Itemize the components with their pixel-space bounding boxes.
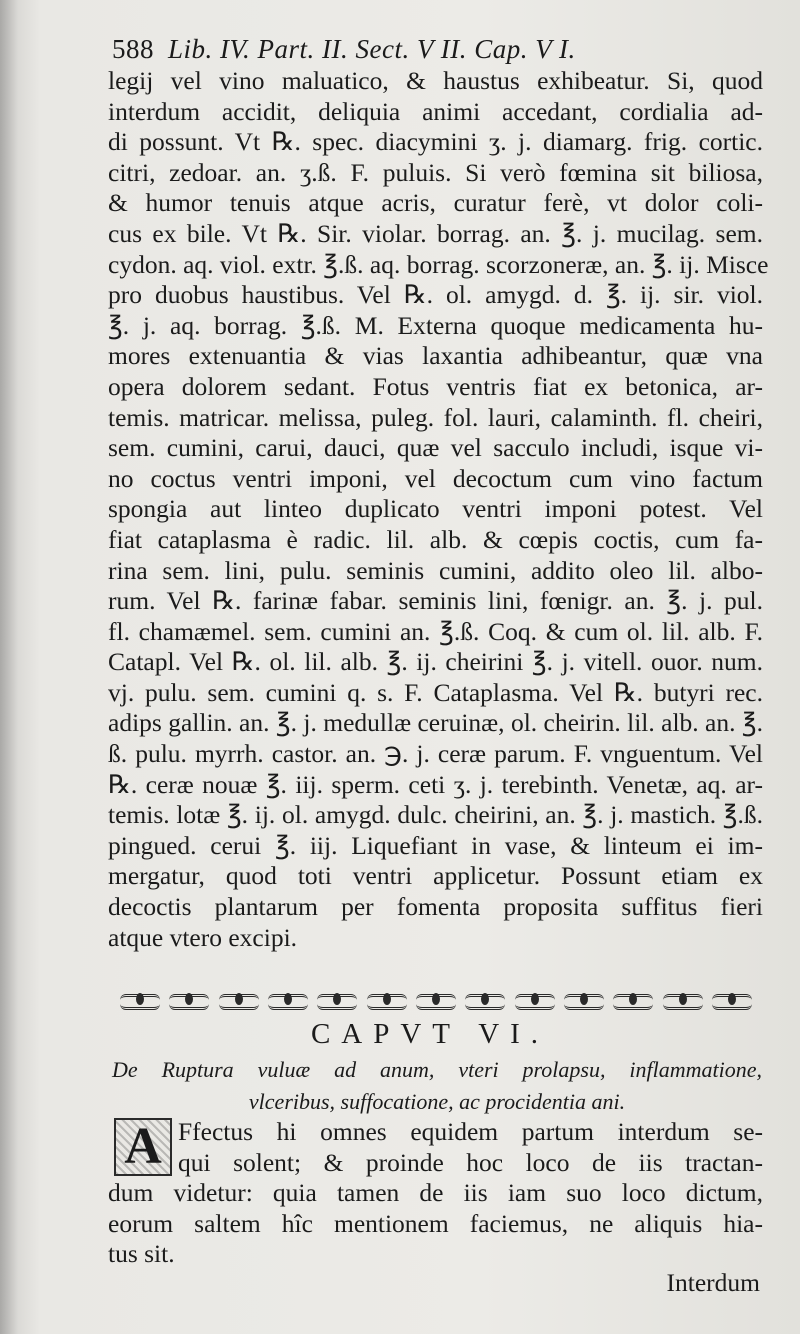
text-line: & humor tenuis atque acris, curatur ferè, vt dolor coli-: [108, 188, 763, 218]
fleuron-ornament-icon: [217, 990, 261, 1008]
text-line: temis. lotæ ℥. ij. ol. amygd. dulc. cheirini, an. ℥. j. mastich. ℥.ß.: [108, 800, 763, 830]
running-head: [112, 34, 576, 65]
text-line: interdum accidit, deliquia animi accedant, cordialia ad-: [108, 96, 763, 126]
fleuron-ornament-icon: [661, 990, 705, 1008]
fleuron-ornament-icon: [562, 990, 606, 1008]
decorated-initial: A: [114, 1118, 172, 1176]
text-line: no coctus ventri imponi, vel decoctum cum vino factum: [108, 463, 763, 493]
chapter-text-line: qui solent; & proinde hoc loco de iis tractan-: [178, 1147, 763, 1177]
chapter-text-line: tus sit.: [108, 1239, 175, 1269]
text-line: mergatur, quod toti ventri applicetur. Possunt etiam ex: [108, 861, 763, 891]
fleuron-ornament-icon: [611, 990, 655, 1008]
body-text: [108, 66, 769, 953]
text-line: ℞. ceræ nouæ ℥. iij. sperm. ceti ʒ. j. terebinth. Venetæ, aq. ar-: [108, 769, 763, 799]
page-gutter-shadow: [0, 0, 18, 1334]
fleuron-ornament-icon: [513, 990, 557, 1008]
fleuron-ornament-icon: [315, 990, 359, 1008]
text-line: pro duobus haustibus. Vel ℞. ol. amygd. d. ℥. ij. sir. viol.: [108, 280, 763, 310]
chapter-subtitle-line-1: De Ruptura vuluæ ad anum, vteri prolapsu, inflammatione,: [112, 1057, 762, 1082]
chapter-subtitle: [112, 1054, 762, 1118]
text-line: fiat cataplasma è radic. lil. alb. & cœpis coctis, cum fa-: [108, 524, 763, 554]
fleuron-ornament-icon: [463, 990, 507, 1008]
text-line: pingued. cerui ℥. iij. Liquefiant in vase, & linteum ei im-: [108, 830, 763, 860]
text-line: opera dolorem sedant. Fotus ventris fiat ex betonica, ar-: [108, 371, 763, 401]
text-line: citri, zedoar. an. ʒ.ß. F. puluis. Si verò fœmina sit biliosa,: [108, 157, 763, 187]
ornamental-divider: [118, 986, 754, 1012]
text-line: temis. matricar. melissa, puleg. fol. lauri, calaminth. fl. cheiri,: [108, 402, 763, 432]
text-line: decoctis plantarum per fomenta proposita suffitus fieri: [108, 892, 763, 922]
text-line: legij vel vino maluatico, & haustus exhibeatur. Si, quod: [108, 66, 763, 95]
fleuron-ornament-icon: [167, 990, 211, 1008]
text-line: rum. Vel ℞. farinæ fabar. seminis lini, fœnigr. an. ℥. j. pul.: [108, 586, 763, 616]
text-line: di possunt. Vt ℞. spec. diacymini ʒ. j. diamarg. frig. cortic.: [108, 127, 763, 157]
text-line: cydon. aq. viol. extr. ℥.ß. aq. borrag. scorzoneræ, an. ℥. ij. Misce: [108, 249, 769, 279]
text-line: Catapl. Vel ℞. ol. lil. alb. ℥. ij. cheirini ℥. j. vitell. ouor. num.: [108, 647, 763, 677]
text-line: rina sem. lini, pulu. seminis cumini, addito oleo lil. albo-: [108, 555, 763, 585]
fleuron-ornament-icon: [365, 990, 409, 1008]
running-head-title: Lib. IV. Part. II. Sect. V II. Cap. V I.: [168, 34, 576, 64]
fleuron-ornament-icon: [266, 990, 310, 1008]
chapter-text: [108, 1117, 763, 1270]
page-number: 588: [112, 34, 154, 64]
fleuron-ornament-icon: [414, 990, 458, 1008]
text-line: fl. chamæmel. sem. cumini an. ℥.ß. Coq. & cum ol. lil. alb. F.: [108, 616, 763, 646]
text-line: spongia aut linteo duplicato ventri imponi potest. Vel: [108, 494, 763, 524]
text-line: atque vtero excipi.: [108, 922, 298, 952]
chapter-text-line: Ffectus hi omnes equidem partum interdum se-: [178, 1117, 763, 1146]
text-line: sem. cumini, carui, dauci, quæ vel sacculo includi, isque vi-: [108, 433, 763, 463]
text-line: adips gallin. an. ℥. j. medullæ ceruinæ, ol. cheirin. lil. alb. an. ℥.: [108, 708, 763, 738]
text-line: ß. pulu. myrrh. castor. an. ℈. j. ceræ parum. F. vnguentum. Vel: [108, 739, 763, 769]
chapter-title: CAPVT VI.: [310, 1018, 550, 1050]
text-line: vj. pulu. sem. cumini q. s. F. Cataplasma. Vel ℞. butyri rec.: [108, 677, 763, 707]
catchword: Interdum: [666, 1268, 760, 1297]
fleuron-ornament-icon: [118, 990, 162, 1008]
text-line: cus ex bile. Vt ℞. Sir. violar. borrag. an. ℥. j. mucilag. sem.: [108, 218, 763, 248]
fleuron-ornament-icon: [710, 990, 754, 1008]
text-line: mores extenuantia & vias laxantia adhibeantur, quæ vna: [108, 341, 763, 371]
chapter-text-line: dum videtur: quia tamen de iis iam suo loco dictum,: [108, 1178, 763, 1208]
chapter-text-line: eorum saltem hîc mentionem faciemus, ne aliquis hia-: [108, 1208, 763, 1238]
chapter-subtitle-line-2: vlceribus, suffocatione, ac procidentia ani.: [248, 1089, 626, 1114]
text-line: ℥. j. aq. borrag. ℥.ß. M. Externa quoque medicamenta hu-: [108, 310, 763, 340]
